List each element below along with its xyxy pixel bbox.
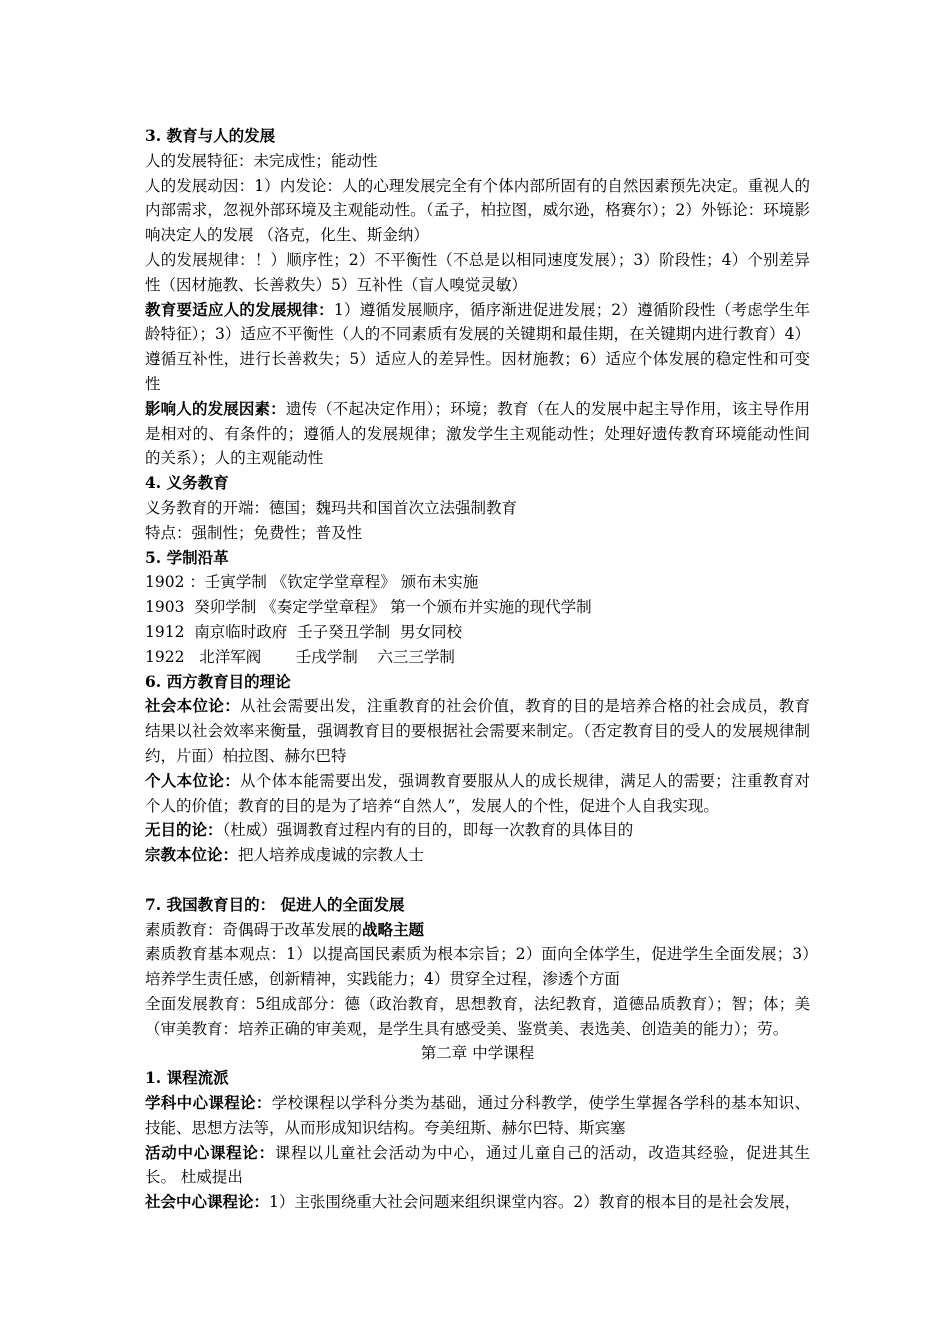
s6-no-aim-theory bbox=[145, 818, 810, 843]
term-label: 社会中心课程论： bbox=[145, 1192, 270, 1212]
s4-features: 特点：强制性；免费性；普及性 bbox=[145, 523, 363, 542]
term-label: 教育要适应人的发展规律： bbox=[145, 299, 334, 319]
term-label: 宗教本位论： bbox=[145, 845, 239, 865]
term-text: 课程以儿童社会活动为中心，通过儿童自己的活动，改造其经验，促进其生长。 杜威提出 bbox=[145, 1143, 810, 1187]
term-text: 把人培养成虔诚的宗教人士 bbox=[238, 846, 425, 865]
s6-religion-theory bbox=[145, 843, 810, 868]
term-label: 个人本位论： bbox=[145, 770, 241, 790]
ch2-society-centered bbox=[145, 1190, 810, 1215]
chapter-title: 第二章 中学课程 bbox=[420, 1044, 535, 1063]
term-text: 1）主张围绕重大社会问题来组织课堂内容。2）教育的根本目的是社会发展， bbox=[269, 1193, 801, 1212]
ch2-subject-centered bbox=[145, 1091, 810, 1141]
term-label: 学科中心课程论： bbox=[145, 1093, 272, 1113]
term-text: 遗传（不起决定作用）；环境；教育（在人的发展中起主导作用，该主导作用是相对的、有条件的；遵循人的发展规律；激发学生主观能动性；处理好遗传教育环境能动性间的关系）；人的主观能动性 bbox=[145, 399, 810, 468]
term-text: 从社会需要出发，注重教育的社会价值，教育的目的是培养合格的社会成员，教育结果以社会效率来衡量，强调教育目的要根据社会需要来制定。（否定教育目的受人的发展规律制约，片面）柏拉图、赫尔巴特 bbox=[145, 697, 810, 765]
section-5-heading: 5. 学制沿革 bbox=[145, 547, 229, 567]
s7-quality-education: 素质教育：奇偶碍于改革发展的战略主题 bbox=[145, 919, 425, 939]
s3-development-laws: 人的发展规律：！）顺序性；2）不平衡性（不总是以相同速度发展）；3）阶段性；4）个别差异性（因材施教、长善救失）5）互补性（盲人嗅觉灵敏） bbox=[145, 250, 810, 294]
s5-line-1903: 1903 癸卯学制 《奏定学堂章程》 第一个颁布并实施的现代学制 bbox=[145, 598, 592, 617]
s5-line-1912: 1912 南京临时政府 壬子癸丑学制 男女同校 bbox=[145, 622, 463, 641]
s7-all-round: 全面发展教育：5组成部分：德（政治教育，思想教育，法纪教育，道德品质教育）；智；体；美（审美教育：培养正确的审美观，是学生具有感受美、鉴赏美、表选美、创造美的能力）；劳。 bbox=[145, 994, 810, 1038]
ch2-activity-centered bbox=[145, 1141, 810, 1191]
s3-development-motives: 人的发展动因：1）内发论：人的心理发展完全有个体内部所固有的自然因素预先决定。重视人的内部需求，忽视外部环境及主观能动性。（孟子，柏拉图，威尔逊，格赛尔）；2）外铄论：环境影响决定人的发展 （洛克，化生、斯金纳） bbox=[145, 176, 810, 245]
document-body bbox=[145, 124, 810, 1215]
chapter2-section-1-heading: 1. 课程流派 bbox=[145, 1068, 229, 1088]
section-3-heading: 3. 教育与人的发展 bbox=[145, 126, 276, 145]
s6-social-theory bbox=[145, 694, 810, 768]
term-label: 活动中心课程论： bbox=[145, 1142, 275, 1162]
s3-influence-factors bbox=[145, 397, 810, 471]
s4-origin: 义务教育的开端：德国；魏玛共和国首次立法强制教育 bbox=[145, 498, 518, 517]
section-4-heading: 4. 义务教育 bbox=[145, 473, 229, 493]
blank-line bbox=[145, 868, 810, 893]
s5-line-1922: 1922 北洋军阀 壬戌学制 六三三学制 bbox=[145, 647, 455, 666]
s3-adapt-laws bbox=[145, 298, 810, 397]
term-text: 1）遵循发展顺序，循序渐进促进发展；2）遵循阶段性（考虑学生年龄特征）；3）适应不平衡性（人的不同素质有发展的关键期和最佳期，在关键期内进行教育）4）遵循互补性，进行长善救失；5）适应人的差异性。因材施教；6）适应个体发展的稳定性和可变性 bbox=[145, 300, 810, 393]
section-6-heading: 6. 西方教育目的理论 bbox=[145, 671, 291, 691]
s7-quality-views: 素质教育基本观点：1）以提高国民素质为根本宗旨；2）面向全体学生，促进学生全面发展；3）培养学生责任感，创新精神，实践能力；4）贯穿全过程，渗透个方面 bbox=[145, 945, 810, 989]
term-label: 影响人的发展因素： bbox=[145, 398, 286, 418]
s3-development-features: 人的发展特征：未完成性；能动性 bbox=[145, 151, 378, 170]
term-label: 社会本位论： bbox=[145, 696, 241, 716]
term-text: 从个体本能需要出发，强调教育要服从人的成长规律，满足人的需要；注重教育对个人的价值；教育的目的是为了培养“自然人”，发展人的个性，促进个人自我实现。 bbox=[145, 771, 810, 815]
term-label: 无目的论： bbox=[145, 820, 223, 840]
s6-individual-theory bbox=[145, 769, 810, 819]
term-text: 学校课程以学科分类为基础，通过分科教学，使学生掌握各学科的基本知识、技能、思想方法等，从而形成知识结构。夸美纽斯、赫尔巴特、斯宾塞 bbox=[145, 1094, 810, 1137]
section-7-heading: 7. 我国教育目的： 促进人的全面发展 bbox=[145, 894, 405, 914]
strategic-theme: 战略主题 bbox=[362, 919, 425, 939]
s5-line-1902: 1902 ：壬寅学制 《钦定学堂章程》 颁布未实施 bbox=[145, 573, 479, 592]
term-text: （杜威）强调教育过程内有的目的，即每一次教育的具体目的 bbox=[222, 821, 634, 840]
